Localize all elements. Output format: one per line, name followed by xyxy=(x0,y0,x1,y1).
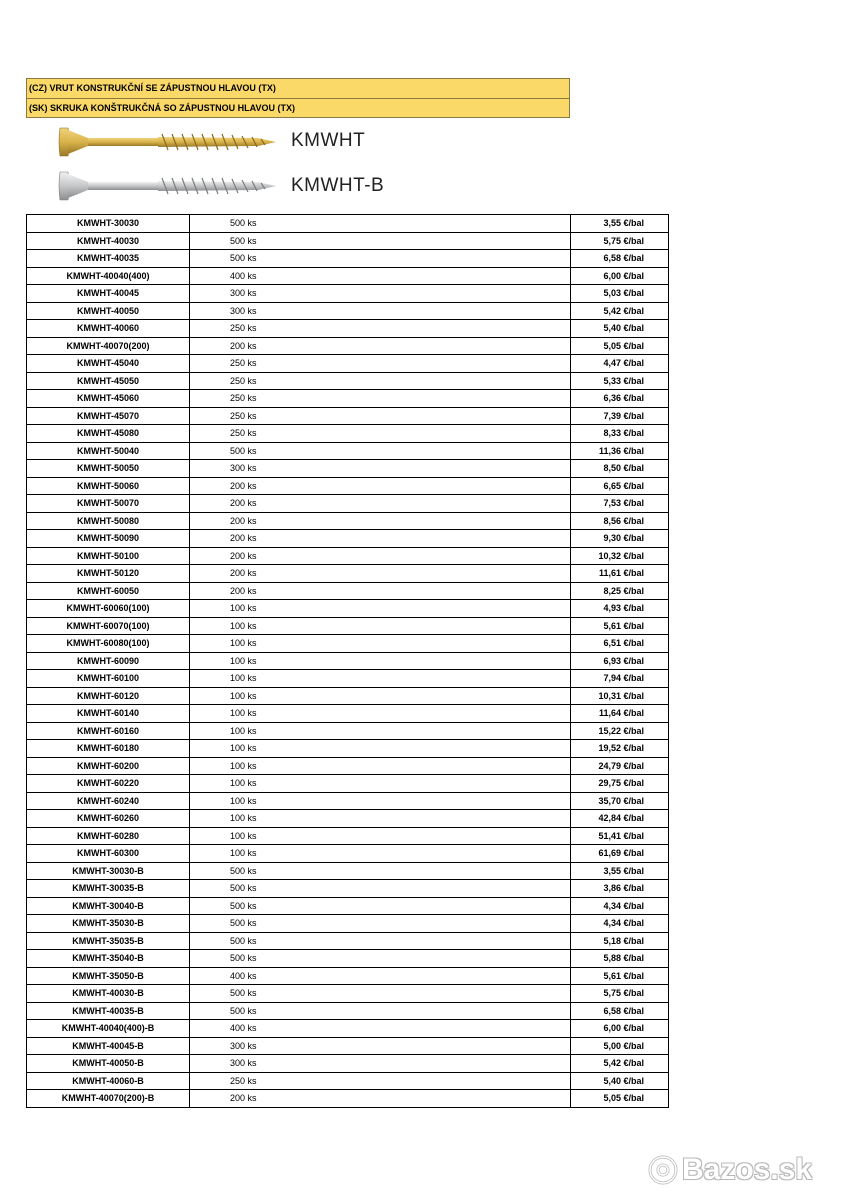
table-row xyxy=(27,757,669,775)
product-label-kmwht-b: KMWHT-B xyxy=(291,175,385,196)
table-row xyxy=(27,1002,669,1020)
product-code: KMWHT-40040(400)-B xyxy=(27,1020,190,1038)
quantity: 200 ks xyxy=(190,512,571,530)
product-code: KMWHT-50120 xyxy=(27,565,190,583)
product-code: KMWHT-50070 xyxy=(27,495,190,513)
product-code: KMWHT-50060 xyxy=(27,477,190,495)
price: 3,55 €/bal xyxy=(571,862,669,880)
table-row xyxy=(27,215,669,233)
quantity: 250 ks xyxy=(190,1072,571,1090)
screw-gold-image xyxy=(58,126,280,158)
table-row xyxy=(27,232,669,250)
table-row xyxy=(27,775,669,793)
quantity: 300 ks xyxy=(190,302,571,320)
price: 8,56 €/bal xyxy=(571,512,669,530)
product-code: KMWHT-40035 xyxy=(27,250,190,268)
quantity: 500 ks xyxy=(190,932,571,950)
product-code: KMWHT-40030 xyxy=(27,232,190,250)
table-row xyxy=(27,827,669,845)
header-box xyxy=(26,78,570,118)
product-code: KMWHT-60060(100) xyxy=(27,600,190,618)
price: 5,40 €/bal xyxy=(571,320,669,338)
product-code: KMWHT-40050 xyxy=(27,302,190,320)
price: 6,00 €/bal xyxy=(571,1020,669,1038)
product-code: KMWHT-40030-B xyxy=(27,985,190,1003)
table-row xyxy=(27,950,669,968)
table-row xyxy=(27,1055,669,1073)
price: 5,61 €/bal xyxy=(571,617,669,635)
price: 9,30 €/bal xyxy=(571,530,669,548)
at-sign-icon xyxy=(648,1155,678,1185)
quantity: 100 ks xyxy=(190,687,571,705)
product-code: KMWHT-40070(200)-B xyxy=(27,1090,190,1108)
product-code: KMWHT-45080 xyxy=(27,425,190,443)
quantity: 100 ks xyxy=(190,792,571,810)
table-row xyxy=(27,477,669,495)
product-code: KMWHT-60220 xyxy=(27,775,190,793)
product-code: KMWHT-45070 xyxy=(27,407,190,425)
table-row xyxy=(27,250,669,268)
quantity: 100 ks xyxy=(190,635,571,653)
table-row xyxy=(27,897,669,915)
quantity: 500 ks xyxy=(190,250,571,268)
price: 3,86 €/bal xyxy=(571,880,669,898)
header-line-sk: (SK) SKRUKA KONŠTRUKČNÁ SO ZÁPUSTNOU HLAVOU (TX) xyxy=(27,98,569,117)
quantity: 500 ks xyxy=(190,442,571,460)
quantity: 200 ks xyxy=(190,565,571,583)
table-row xyxy=(27,967,669,985)
table-row xyxy=(27,722,669,740)
product-code: KMWHT-40060-B xyxy=(27,1072,190,1090)
price: 35,70 €/bal xyxy=(571,792,669,810)
product-code: KMWHT-60240 xyxy=(27,792,190,810)
quantity: 100 ks xyxy=(190,617,571,635)
table-row xyxy=(27,740,669,758)
quantity: 250 ks xyxy=(190,425,571,443)
product-code: KMWHT-60140 xyxy=(27,705,190,723)
quantity: 500 ks xyxy=(190,915,571,933)
quantity: 500 ks xyxy=(190,950,571,968)
price: 10,32 €/bal xyxy=(571,547,669,565)
price: 3,55 €/bal xyxy=(571,215,669,233)
table-row xyxy=(27,862,669,880)
price: 6,58 €/bal xyxy=(571,250,669,268)
table-row xyxy=(27,1020,669,1038)
product-code: KMWHT-40040(400) xyxy=(27,267,190,285)
product-code: KMWHT-30030-B xyxy=(27,862,190,880)
table-row xyxy=(27,880,669,898)
product-code: KMWHT-40045-B xyxy=(27,1037,190,1055)
table-row xyxy=(27,670,669,688)
price: 5,00 €/bal xyxy=(571,1037,669,1055)
price: 8,50 €/bal xyxy=(571,460,669,478)
price: 5,03 €/bal xyxy=(571,285,669,303)
quantity: 250 ks xyxy=(190,407,571,425)
product-code: KMWHT-60100 xyxy=(27,670,190,688)
price: 6,36 €/bal xyxy=(571,390,669,408)
quantity: 300 ks xyxy=(190,460,571,478)
quantity: 500 ks xyxy=(190,862,571,880)
price: 5,88 €/bal xyxy=(571,950,669,968)
product-code: KMWHT-35030-B xyxy=(27,915,190,933)
price: 8,25 €/bal xyxy=(571,582,669,600)
product-code: KMWHT-60180 xyxy=(27,740,190,758)
table-row xyxy=(27,792,669,810)
product-code: KMWHT-60200 xyxy=(27,757,190,775)
price-table-body xyxy=(27,215,669,1108)
price: 5,05 €/bal xyxy=(571,337,669,355)
quantity: 500 ks xyxy=(190,232,571,250)
table-row xyxy=(27,337,669,355)
price: 6,93 €/bal xyxy=(571,652,669,670)
product-code: KMWHT-35035-B xyxy=(27,932,190,950)
price: 4,34 €/bal xyxy=(571,915,669,933)
product-code: KMWHT-40035-B xyxy=(27,1002,190,1020)
quantity: 250 ks xyxy=(190,390,571,408)
price: 7,94 €/bal xyxy=(571,670,669,688)
watermark-text: Bazos.sk xyxy=(682,1153,813,1186)
price: 7,39 €/bal xyxy=(571,407,669,425)
product-code: KMWHT-50080 xyxy=(27,512,190,530)
price: 8,33 €/bal xyxy=(571,425,669,443)
product-code: KMWHT-45060 xyxy=(27,390,190,408)
quantity: 100 ks xyxy=(190,652,571,670)
product-code: KMWHT-60090 xyxy=(27,652,190,670)
price: 42,84 €/bal xyxy=(571,810,669,828)
product-code: KMWHT-45040 xyxy=(27,355,190,373)
price: 5,61 €/bal xyxy=(571,967,669,985)
table-row xyxy=(27,600,669,618)
screw-silver-image xyxy=(58,170,280,202)
product-code: KMWHT-60080(100) xyxy=(27,635,190,653)
price: 29,75 €/bal xyxy=(571,775,669,793)
price: 11,64 €/bal xyxy=(571,705,669,723)
price: 4,47 €/bal xyxy=(571,355,669,373)
price: 51,41 €/bal xyxy=(571,827,669,845)
quantity: 200 ks xyxy=(190,582,571,600)
price: 7,53 €/bal xyxy=(571,495,669,513)
product-code: KMWHT-30040-B xyxy=(27,897,190,915)
product-code: KMWHT-50100 xyxy=(27,547,190,565)
product-code: KMWHT-50090 xyxy=(27,530,190,548)
price: 6,51 €/bal xyxy=(571,635,669,653)
product-code: KMWHT-60050 xyxy=(27,582,190,600)
price: 4,93 €/bal xyxy=(571,600,669,618)
quantity: 100 ks xyxy=(190,670,571,688)
table-row xyxy=(27,1090,669,1108)
quantity: 100 ks xyxy=(190,757,571,775)
quantity: 500 ks xyxy=(190,215,571,233)
quantity: 200 ks xyxy=(190,495,571,513)
price: 5,05 €/bal xyxy=(571,1090,669,1108)
quantity: 200 ks xyxy=(190,477,571,495)
product-code: KMWHT-40070(200) xyxy=(27,337,190,355)
price: 5,42 €/bal xyxy=(571,1055,669,1073)
table-row xyxy=(27,302,669,320)
product-code: KMWHT-40050-B xyxy=(27,1055,190,1073)
price: 5,33 €/bal xyxy=(571,372,669,390)
price: 5,75 €/bal xyxy=(571,232,669,250)
table-row xyxy=(27,372,669,390)
quantity: 100 ks xyxy=(190,722,571,740)
quantity: 300 ks xyxy=(190,1037,571,1055)
table-row xyxy=(27,285,669,303)
quantity: 100 ks xyxy=(190,810,571,828)
table-row xyxy=(27,320,669,338)
quantity: 100 ks xyxy=(190,775,571,793)
watermark xyxy=(648,1150,812,1190)
price: 19,52 €/bal xyxy=(571,740,669,758)
product-code: KMWHT-60260 xyxy=(27,810,190,828)
quantity: 500 ks xyxy=(190,880,571,898)
table-row xyxy=(27,1072,669,1090)
price: 6,65 €/bal xyxy=(571,477,669,495)
product-code: KMWHT-50050 xyxy=(27,460,190,478)
table-row xyxy=(27,932,669,950)
quantity: 100 ks xyxy=(190,705,571,723)
table-row xyxy=(27,687,669,705)
quantity: 200 ks xyxy=(190,547,571,565)
product-code: KMWHT-60280 xyxy=(27,827,190,845)
product-code: KMWHT-60070(100) xyxy=(27,617,190,635)
table-row xyxy=(27,582,669,600)
price: 6,58 €/bal xyxy=(571,1002,669,1020)
quantity: 100 ks xyxy=(190,600,571,618)
quantity: 250 ks xyxy=(190,355,571,373)
price: 5,40 €/bal xyxy=(571,1072,669,1090)
price: 4,34 €/bal xyxy=(571,897,669,915)
table-row xyxy=(27,652,669,670)
quantity: 500 ks xyxy=(190,1002,571,1020)
quantity: 300 ks xyxy=(190,285,571,303)
quantity: 300 ks xyxy=(190,1055,571,1073)
product-code: KMWHT-60120 xyxy=(27,687,190,705)
table-row xyxy=(27,635,669,653)
quantity: 500 ks xyxy=(190,897,571,915)
table-row xyxy=(27,512,669,530)
table-row xyxy=(27,845,669,863)
price: 11,36 €/bal xyxy=(571,442,669,460)
product-code: KMWHT-60160 xyxy=(27,722,190,740)
table-row xyxy=(27,530,669,548)
table-row xyxy=(27,355,669,373)
table-row xyxy=(27,267,669,285)
product-code: KMWHT-40060 xyxy=(27,320,190,338)
quantity: 100 ks xyxy=(190,845,571,863)
product-code: KMWHT-60300 xyxy=(27,845,190,863)
product-code: KMWHT-50040 xyxy=(27,442,190,460)
product-code: KMWHT-35040-B xyxy=(27,950,190,968)
price: 15,22 €/bal xyxy=(571,722,669,740)
price: 61,69 €/bal xyxy=(571,845,669,863)
table-row xyxy=(27,810,669,828)
product-code: KMWHT-35050-B xyxy=(27,967,190,985)
table-row xyxy=(27,985,669,1003)
price: 5,42 €/bal xyxy=(571,302,669,320)
product-code: KMWHT-40045 xyxy=(27,285,190,303)
table-row xyxy=(27,442,669,460)
table-row xyxy=(27,495,669,513)
quantity: 250 ks xyxy=(190,372,571,390)
quantity: 200 ks xyxy=(190,530,571,548)
table-row xyxy=(27,460,669,478)
table-row xyxy=(27,617,669,635)
price: 5,18 €/bal xyxy=(571,932,669,950)
quantity: 200 ks xyxy=(190,337,571,355)
product-code: KMWHT-30030 xyxy=(27,215,190,233)
quantity: 400 ks xyxy=(190,1020,571,1038)
table-row xyxy=(27,705,669,723)
price: 24,79 €/bal xyxy=(571,757,669,775)
quantity: 400 ks xyxy=(190,967,571,985)
price: 11,61 €/bal xyxy=(571,565,669,583)
table-row xyxy=(27,547,669,565)
table-row xyxy=(27,915,669,933)
header-line-cz: (CZ) VRUT KONSTRUKČNÍ SE ZÁPUSTNOU HLAVOU (TX) xyxy=(29,83,276,93)
product-label-kmwht: KMWHT xyxy=(291,130,366,151)
price: 10,31 €/bal xyxy=(571,687,669,705)
quantity: 400 ks xyxy=(190,267,571,285)
price: 5,75 €/bal xyxy=(571,985,669,1003)
table-row xyxy=(27,565,669,583)
quantity: 100 ks xyxy=(190,827,571,845)
quantity: 500 ks xyxy=(190,985,571,1003)
table-row xyxy=(27,390,669,408)
quantity: 200 ks xyxy=(190,1090,571,1108)
product-code: KMWHT-45050 xyxy=(27,372,190,390)
table-row xyxy=(27,1037,669,1055)
quantity: 250 ks xyxy=(190,320,571,338)
table-row xyxy=(27,407,669,425)
quantity: 100 ks xyxy=(190,740,571,758)
product-code: KMWHT-30035-B xyxy=(27,880,190,898)
price-table xyxy=(26,214,669,1108)
price: 6,00 €/bal xyxy=(571,267,669,285)
table-row xyxy=(27,425,669,443)
